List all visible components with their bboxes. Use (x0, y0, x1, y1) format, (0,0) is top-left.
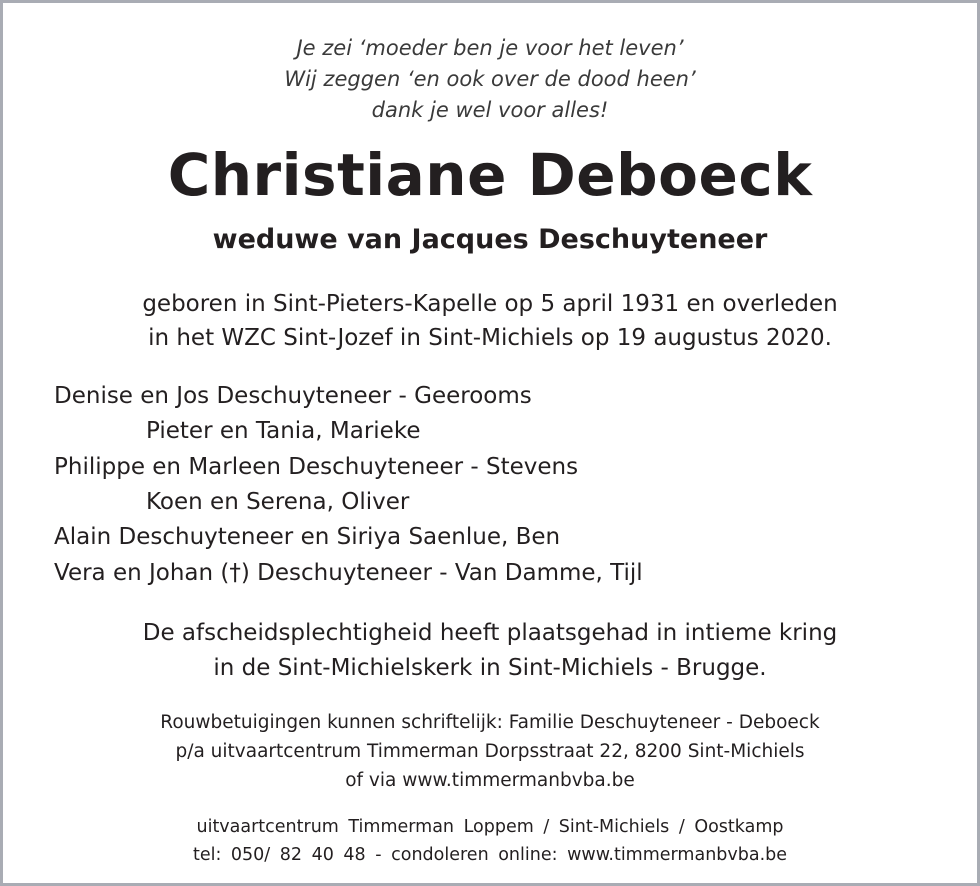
ceremony-info (3, 616, 977, 686)
condolences-line: p/a uitvaartcentrum Timmerman Dorpsstraat 22, 8200 Sint-Michiels (175, 741, 805, 762)
birth-death-info (3, 287, 977, 355)
footer-line: tel: 050/ 82 40 48 - condoleren online: www.timmermanbvba.be (192, 845, 788, 865)
poem-line: dank je wel voor alles! (371, 98, 609, 122)
condolences-line: Rouwbetuigingen kunnen schriftelijk: Familie Deschuyteneer - Deboeck (160, 712, 820, 733)
family-line: Denise en Jos Deschuyteneer - Geerooms (54, 383, 532, 409)
condolences-info (3, 708, 977, 795)
footer (3, 813, 977, 869)
condolences-line: of via www.timmermanbvba.be (345, 770, 635, 791)
family-line: Alain Deschuyteneer en Siriya Saenlue, Ben (54, 524, 561, 550)
poem-line: Wij zeggen ‘en ook over de dood heen’ (284, 67, 696, 91)
poem-line: Je zei ‘moeder ben je voor het leven’ (296, 36, 684, 60)
poem (3, 33, 977, 126)
family-line: Pieter en Tania, Marieke (146, 418, 421, 444)
birth-death-line: in het WZC Sint-Jozef in Sint-Michiels op 19 augustus 2020. (148, 325, 832, 351)
family-line: Koen en Serena, Oliver (146, 489, 410, 515)
family-line: Philippe en Marleen Deschuyteneer - Stevens (54, 454, 579, 480)
family-line: Vera en Johan (†) Deschuyteneer - Van Damme, Tijl (54, 560, 643, 586)
ceremony-line: De afscheidsplechtigheid heeft plaatsgehad in intieme kring (142, 620, 838, 646)
deceased-name: Christiane Deboeck (167, 141, 813, 209)
widow-line: weduwe van Jacques Deschuyteneer (212, 224, 768, 255)
ceremony-line: in de Sint-Michielskerk in Sint-Michiels - Brugge. (213, 655, 767, 681)
footer-line: uitvaartcentrum Timmerman Loppem / Sint-Michiels / Oostkamp (196, 817, 784, 837)
birth-death-line: geboren in Sint-Pieters-Kapelle op 5 april 1931 en overleden (142, 291, 838, 317)
